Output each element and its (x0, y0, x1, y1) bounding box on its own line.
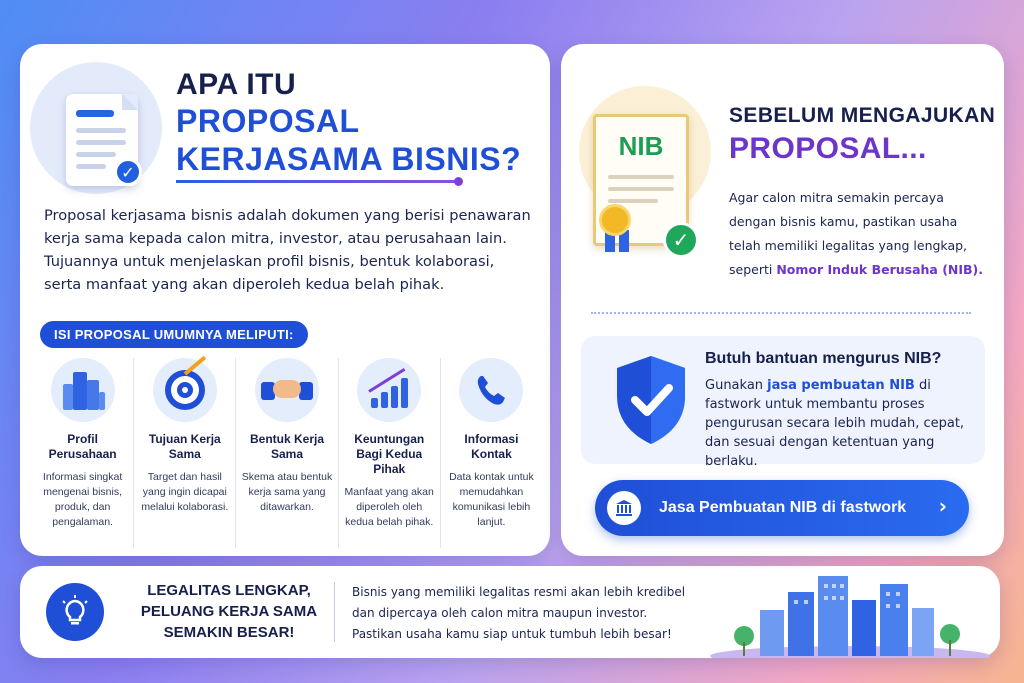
feature-goals (133, 358, 235, 548)
nib-service-button[interactable] (595, 480, 969, 536)
banner-desc: Bisnis yang memiliki legalitas resmi akan lebih kredibel dan dipercaya oleh calon mitra maupun investor. Pastikan usaha kamu siap untuk tumbuh lebih besar! (352, 585, 686, 641)
feature-desc: Target dan hasil yang ingin dicapai melalui kolaborasi. (141, 471, 229, 513)
banner-title: LEGALITAS LENGKAP, PELUANG KERJA SAMA SEMAKIN BESAR! (140, 582, 318, 641)
feature-desc: Skema atau bentuk kerja sama yang ditawarkan. (241, 471, 333, 513)
feature-contact (440, 358, 542, 548)
lightbulb-icon (46, 583, 104, 641)
legality-banner (20, 566, 1000, 658)
title-line-1: APA ITU (176, 68, 297, 101)
city-skyline-icon (710, 570, 990, 658)
feature-title: Keuntungan Bagi Kedua Pihak (354, 432, 425, 476)
document-icon (30, 62, 162, 194)
feature-title: Tujuan Kerja Sama (148, 432, 221, 461)
section-title: SEBELUM MENGAJUKAN (729, 104, 996, 127)
feature-title: Bentuk Kerja Sama (249, 432, 325, 461)
help-title: Butuh bantuan mengurus NIB? (705, 350, 942, 367)
feature-title: Informasi Kontak (464, 432, 519, 461)
building-icon (51, 358, 115, 422)
nib-service-button-label: Jasa Pembuatan NIB di fastwork (659, 499, 907, 516)
seal-icon (599, 204, 631, 236)
feature-collaboration (235, 358, 337, 548)
help-box (581, 336, 985, 469)
section-pill: ISI PROPOSAL UMUMNYA MELIPUTI: (40, 321, 308, 348)
check-circle-icon: ✓ (663, 222, 699, 258)
phone-icon (459, 358, 523, 422)
page-title (176, 68, 521, 178)
bank-icon (607, 491, 641, 525)
help-desc (705, 376, 975, 471)
proposal-info-card (20, 44, 550, 556)
nib-paragraph-text: Agar calon mitra semakin percaya dengan bisnis kamu, pastikan usaha telah memiliki legalitas yang lengkap, seperti (729, 190, 968, 277)
feature-benefits (338, 358, 440, 548)
banner-divider (334, 582, 335, 642)
handshake-icon (255, 358, 319, 422)
nib-info-card (561, 44, 1004, 556)
nib-service-link[interactable]: jasa pembuatan NIB (767, 378, 915, 393)
nib-paragraph (729, 186, 989, 282)
title-line-2: PROPOSAL (176, 103, 360, 139)
help-desc-post: di fastwork untuk membantu proses pengurusan secara lebih mudah, cepat, dan sesuai dengan ketentuan yang berlaku. (705, 378, 965, 469)
check-badge-icon: ✓ (114, 158, 142, 186)
intro-paragraph: Proposal kerjasama bisnis adalah dokumen yang berisi penawaran kerja sama kepada calon mitra, investor, atau perusahaan lain. Tujuannya untuk menjelaskan profil bisnis, bentuk kolaborasi, serta manfaat yang akan diperoleh kedua belah pihak. (44, 207, 531, 293)
feature-desc: Manfaat yang akan diperoleh oleh kedua belah pihak. (344, 486, 434, 528)
nib-highlight: Nomor Induk Berusaha (NIB). (776, 262, 984, 277)
target-icon (153, 358, 217, 422)
shield-check-icon (611, 352, 691, 448)
feature-desc: Informasi singkat mengenai bisnis, produk, dan pengalaman. (42, 471, 123, 528)
help-desc-pre: Gunakan (705, 378, 764, 393)
title-dot (454, 177, 463, 186)
feature-desc: Data kontak untuk memudahkan komunikasi lebih lanjut. (449, 471, 534, 528)
certificate-label: NIB (618, 131, 664, 161)
growth-chart-icon (357, 358, 421, 422)
title-line-3: KERJASAMA BISNIS? (176, 141, 522, 177)
title-underline (176, 180, 456, 183)
section-title-accent: PROPOSAL... (729, 132, 927, 165)
chevron-right-icon: › (938, 494, 947, 518)
feature-title: Profil Perusahaan (48, 432, 117, 461)
feature-list (32, 358, 542, 548)
feature-company-profile (32, 358, 133, 548)
dotted-divider (591, 312, 971, 314)
